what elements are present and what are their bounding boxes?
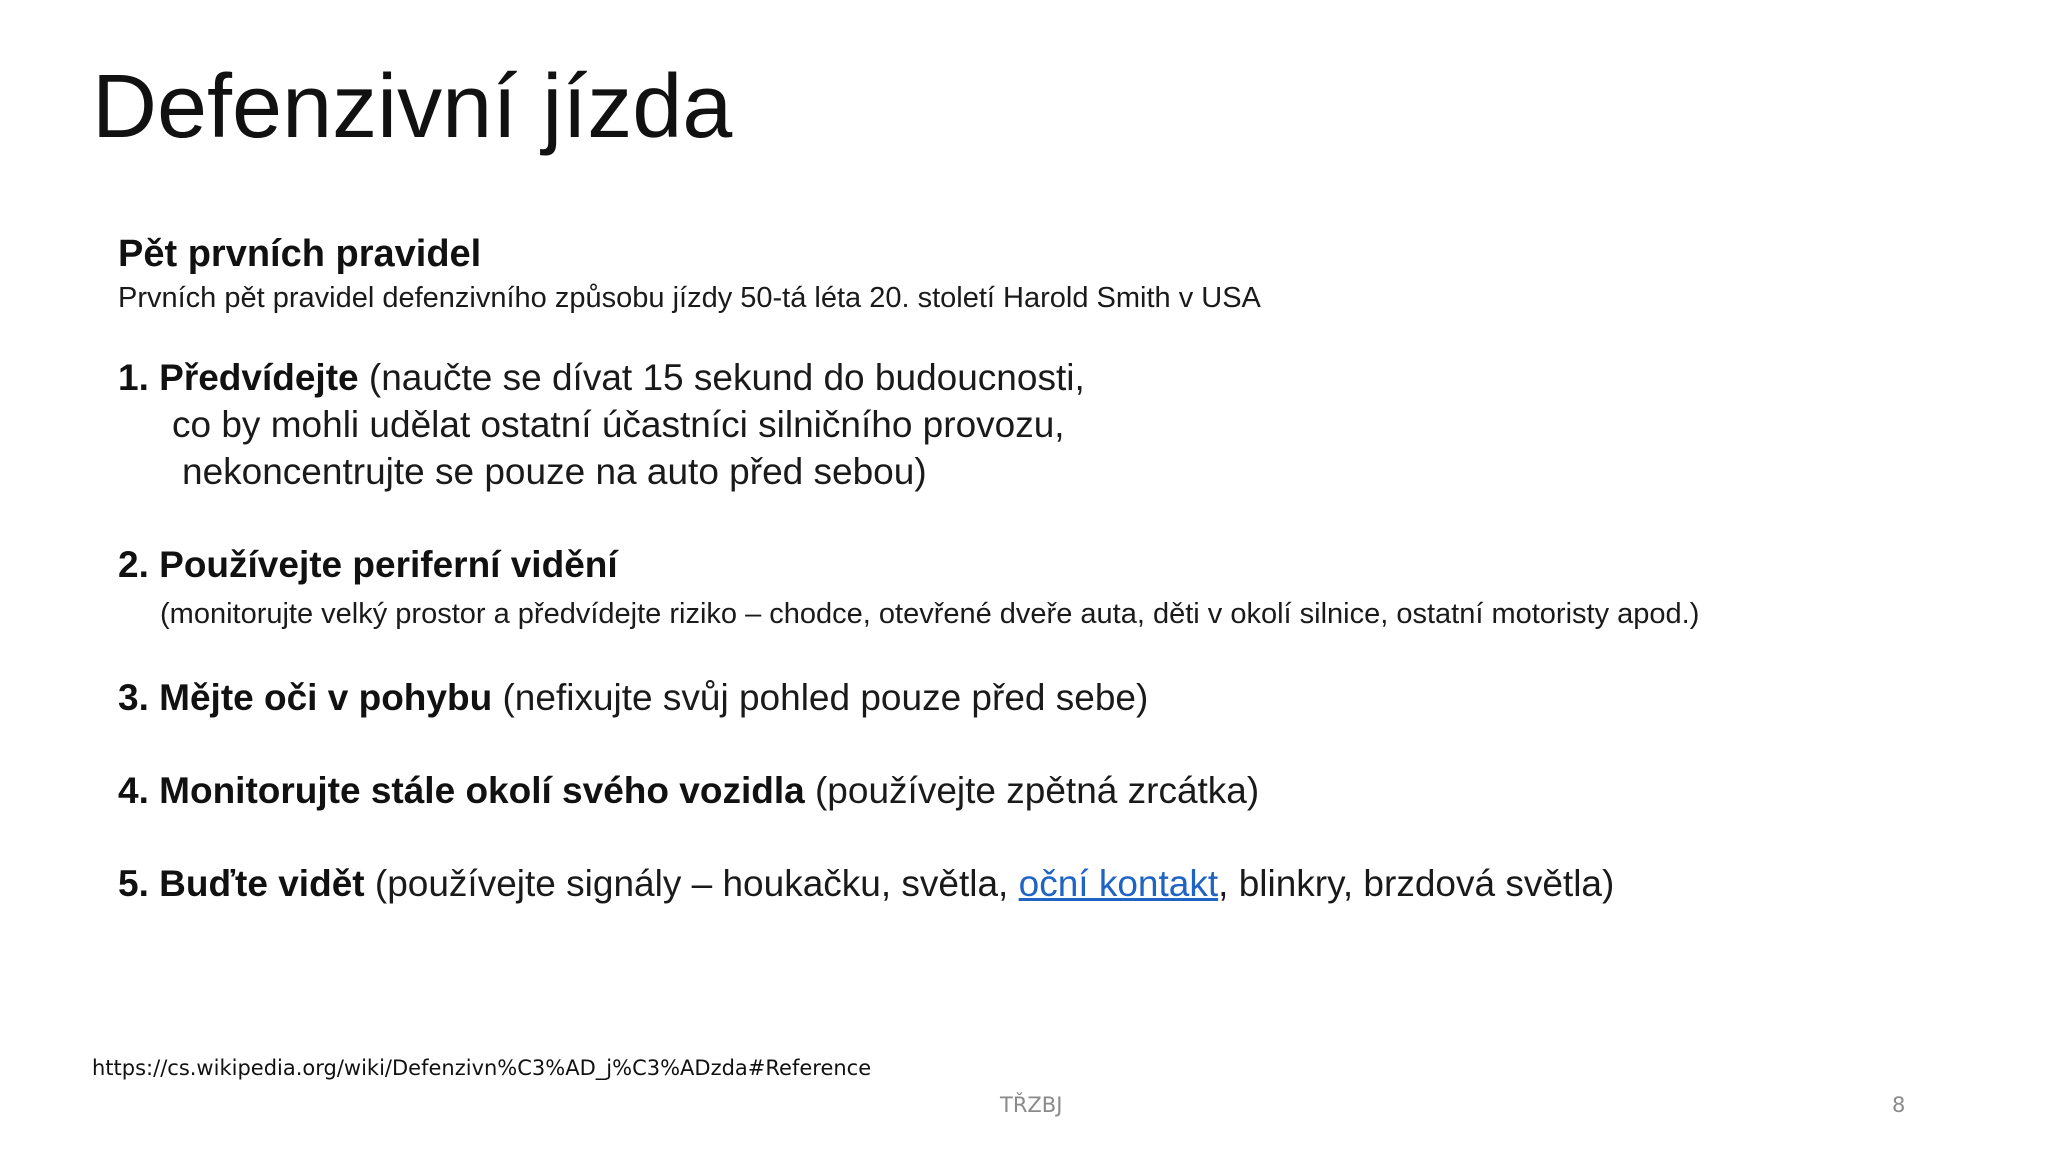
rule-3-title: Mějte oči v pohybu — [159, 677, 493, 718]
rule-4 — [118, 767, 1998, 814]
rule-1-number: 1. — [118, 357, 149, 398]
rule-1-line-2: co by mohli udělat ostatní účastníci silničního provozu, — [172, 404, 1065, 445]
rule-1 — [118, 354, 1998, 495]
rule-3 — [118, 674, 1998, 721]
intro-text: Prvních pět pravidel defenzivního způsobu jízdy 50-tá léta 20. století Harold Smith v USA — [118, 282, 1261, 314]
rule-2-detail: (monitorujte velký prostor a předvídejte riziko – chodce, otevřené dveře auta, děti v okolí silnice, ostatní motoristy apod.) — [160, 598, 1700, 630]
rule-5-text-before: (používejte signály – houkačku, světla, — [374, 863, 1009, 904]
subheading: Pět prvních pravidel — [118, 233, 482, 275]
rule-4-text: (používejte zpětná zrcátka) — [814, 770, 1260, 811]
rule-1-line-3: nekoncentrujte se pouze na auto před sebou) — [182, 451, 927, 492]
rule-3-text: (nefixujte svůj pohled pouze před sebe) — [502, 677, 1149, 718]
rule-4-number: 4. — [118, 770, 149, 811]
eye-contact-link[interactable]: oční kontakt — [1018, 863, 1219, 904]
rule-1-title: Předvídejte — [159, 357, 359, 398]
source-url: https://cs.wikipedia.org/wiki/Defenzivn%C3%AD_j%C3%ADzda#Reference — [92, 1056, 872, 1080]
footer-text: TŘZBJ — [1000, 1093, 1063, 1117]
slide-title: Defenzivní jízda — [92, 57, 733, 157]
rule-5-title: Buďte vidět — [159, 863, 365, 904]
rule-5 — [118, 860, 1998, 907]
rule-2-title: Používejte periferní vidění — [159, 544, 618, 585]
rule-1-line-1: (naučte se dívat 15 sekund do budoucnosti, — [368, 357, 1085, 398]
rule-3-number: 3. — [118, 677, 149, 718]
rule-2 — [118, 541, 1998, 634]
rule-4-title: Monitorujte stále okolí svého vozidla — [159, 770, 805, 811]
rule-5-number: 5. — [118, 863, 149, 904]
slide-content — [118, 232, 1998, 907]
rule-2-number: 2. — [118, 544, 149, 585]
rule-5-text-after: , blinkry, brzdová světla) — [1218, 863, 1615, 904]
page-number: 8 — [1892, 1093, 1906, 1117]
